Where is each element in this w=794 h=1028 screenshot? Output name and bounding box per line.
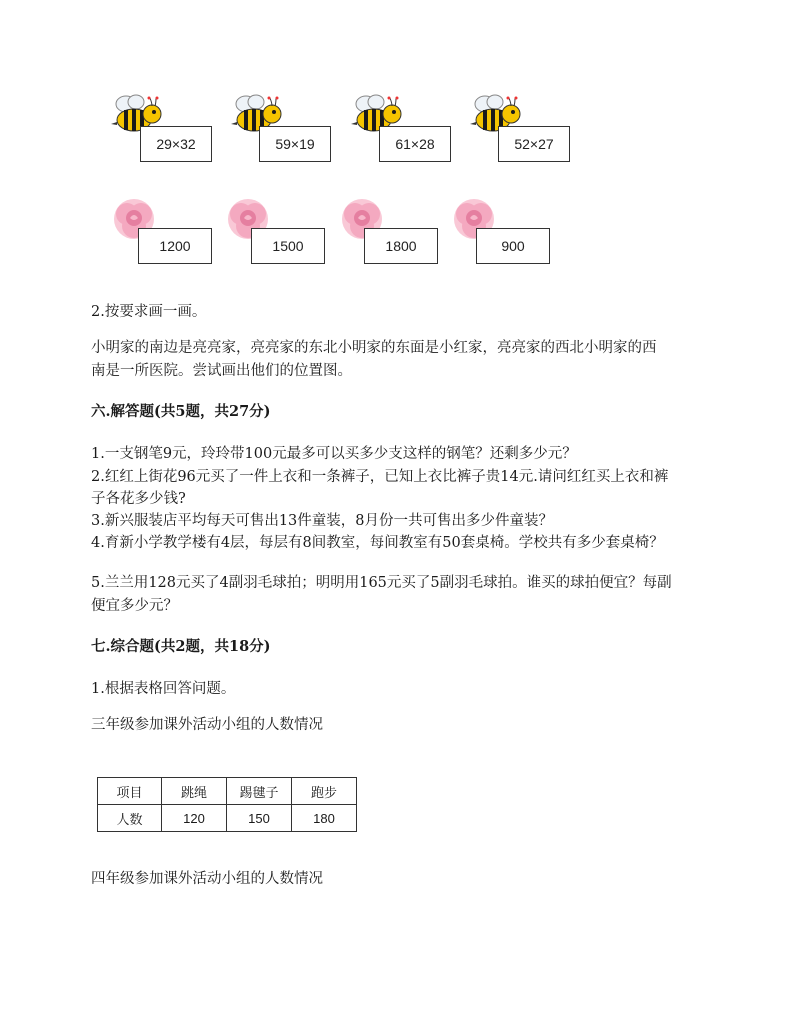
question-text: 5.兰兰用128元买了4副羽毛球拍；明明用165元买了5副羽毛球拍。谁买的球拍便宜？每副 <box>91 575 672 591</box>
section-heading: 六.解答题(共5题，共27分) <box>91 403 271 420</box>
table-cell: 120 <box>162 805 227 832</box>
activity-table <box>97 777 357 832</box>
table-row <box>98 805 357 832</box>
expression-box: 52×27 <box>498 126 570 162</box>
question-text: 便宜多少元？ <box>91 598 178 614</box>
value-box: 1200 <box>138 228 212 264</box>
expression-box: 29×32 <box>140 126 212 162</box>
value-box: 1800 <box>364 228 438 264</box>
table-cell: 150 <box>227 805 292 832</box>
question-text: 南是一所医院。尝试画出他们的位置图。 <box>91 363 352 379</box>
table-header-row <box>98 778 357 805</box>
question-text: 4.育新小学教学楼有4层，每层有8间教室，每间教室有50套桌椅。学校共有多少套桌椅？ <box>91 535 664 551</box>
question-text: 2.红红上街花96元买了一件上衣和一条裤子，已知上衣比裤子贵14元.请问红红买上衣和裤 <box>91 469 669 485</box>
question-text: 小明家的南边是亮亮家，亮亮家的东北小明家的东面是小红家，亮亮家的西北小明家的西 <box>91 340 657 356</box>
value-box: 1500 <box>251 228 325 264</box>
table-cell: 180 <box>292 805 357 832</box>
table-title: 四年级参加课外活动小组的人数情况 <box>91 871 323 887</box>
question-title: 2.按要求画一画。 <box>91 304 207 320</box>
question-text: 子各花多少钱? <box>91 491 186 507</box>
value-box: 900 <box>476 228 550 264</box>
table-cell: 人数 <box>98 805 162 832</box>
question-text: 1.根据表格回答问题。 <box>91 681 236 697</box>
section-heading: 七.综合题(共2题，共18分) <box>91 638 271 655</box>
expression-box: 61×28 <box>379 126 451 162</box>
question-text: 3.新兴服装店平均每天可售出13件童装，8月份一共可售出多少件童装？ <box>91 513 554 529</box>
table-title: 三年级参加课外活动小组的人数情况 <box>91 717 323 733</box>
table-cell: 跑步 <box>292 778 357 805</box>
expression-box: 59×19 <box>259 126 331 162</box>
table-cell: 跳绳 <box>162 778 227 805</box>
table-cell: 项目 <box>98 778 162 805</box>
table-cell: 踢毽子 <box>227 778 292 805</box>
question-text: 1.一支钢笔9元，玲玲带100元最多可以买多少支这样的钢笔？还剩多少元？ <box>91 446 577 462</box>
